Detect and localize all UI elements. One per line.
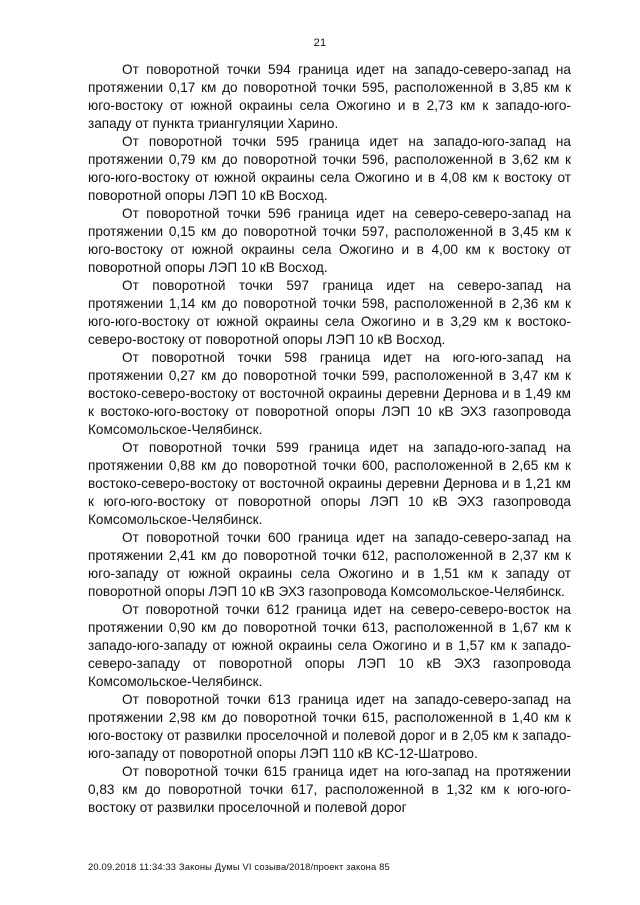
paragraph-point-600: От поворотной точки 600 граница идет на западо-северо-запад на протяжении 2,41 км до поворотной точки 612, расположенной в 2,37 км к юго-западу от южной окраины села Ожогино и в 1,51 км к западу от поворотной опоры ЛЭП 10 кВ ЭХЗ газопровода Комсомольское-Челябинск. — [88, 530, 571, 599]
page-number: 21 — [313, 37, 327, 49]
paragraph-point-597: От поворотной точки 597 граница идет на северо-запад на протяжении 1,14 км до поворотной точки 598, расположенной в 2,36 км к юго-юго-востоку от южной окраины села Ожогино и в 3,29 км к востоко-северо-востоку от поворотной опоры ЛЭП 10 кВ Восход. — [88, 278, 571, 347]
page-footer: 20.09.2018 11:34:33 Законы Думы VI созыва/2018/проект закона 85 — [88, 861, 390, 872]
paragraph-point-594: От поворотной точки 594 граница идет на западо-северо-запад на протяжении 0,17 км до поворотной точки 595, расположенной в 3,85 км к юго-востоку от южной окраины села Ожогино и в 2,73 км к западо-юго-западу от пункта триангуляции Харино. — [88, 62, 571, 131]
paragraph-point-615: От поворотной точки 615 граница идет на юго-запад на протяжении 0,83 км до поворотной точки 617, расположенной в 1,32 км к юго-юго-востоку от развилки проселочной и полевой дорог — [88, 764, 571, 815]
paragraph-point-596: От поворотной точки 596 граница идет на северо-северо-запад на протяжении 0,15 км до поворотной точки 597, расположенной в 3,45 км к юго-востоку от южной окраины села Ожогино и в 4,00 км к востоку от поворотной опоры ЛЭП 10 кВ Восход. — [88, 206, 571, 275]
paragraph-point-612: От поворотной точки 612 граница идет на северо-северо-восток на протяжении 0,90 км до поворотной точки 613, расположенной в 1,67 км к западо-юго-западу от южной окраины села Ожогино и в 1,57 км к западо-северо-западу от поворотной опоры ЛЭП 10 кВ ЭХЗ газопровода Комсомольское-Челябинск. — [88, 602, 571, 689]
paragraph-point-599: От поворотной точки 599 граница идет на западо-юго-запад на протяжении 0,88 км до поворотной точки 600, расположенной в 2,65 км к востоко-северо-востоку от восточной окраины деревни Дернова и в 1,21 км к юго-юго-востоку от поворотной опоры ЛЭП 10 кВ ЭХЗ газопровода Комсомольское-Челябинск. — [88, 440, 571, 527]
paragraph-point-595: От поворотной точки 595 граница идет на западо-юго-запад на протяжении 0,79 км до поворотной точки 596, расположенной в 3,62 км к юго-юго-востоку от южной окраины села Ожогино и в 4,08 км к востоку от поворотной опоры ЛЭП 10 кВ Восход. — [88, 134, 571, 203]
document-body — [88, 61, 571, 817]
paragraph-point-613: От поворотной точки 613 граница идет на западо-северо-запад на протяжении 2,98 км до поворотной точки 615, расположенной в 1,40 км к юго-востоку от развилки проселочной и полевой дорог и в 2,05 км к западо-юго-западу от поворотной опоры ЛЭП 110 кВ КС-12-Шатрово. — [88, 692, 571, 761]
paragraph-point-598: От поворотной точки 598 граница идет на юго-юго-запад на протяжении 0,27 км до поворотной точки 599, расположенной в 3,47 км к востоко-северо-востоку от восточной окраины деревни Дернова и в 1,49 км к востоко-юго-востоку от поворотной опоры ЛЭП 10 кВ ЭХЗ газопровода Комсомольское-Челябинск. — [88, 350, 571, 437]
